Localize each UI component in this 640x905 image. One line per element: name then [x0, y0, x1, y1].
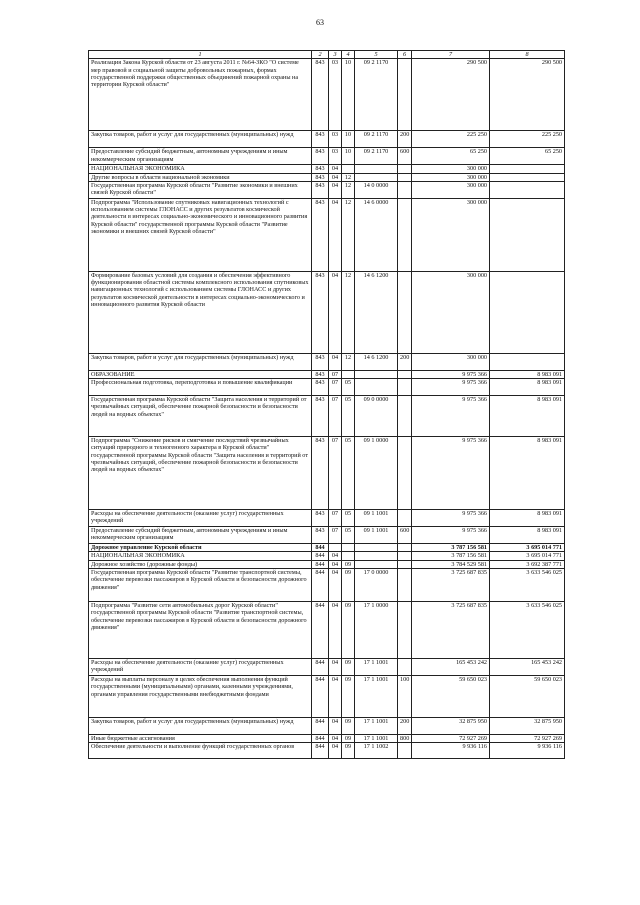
row-amount-year-1: 3 784 529 581: [412, 560, 490, 568]
row-ministry-code: 844: [312, 552, 329, 560]
row-amount-year-2: 8 983 091: [490, 527, 565, 544]
row-amount-year-1: 9 975 366: [412, 379, 490, 396]
row-amount-year-1: 9 975 366: [412, 510, 490, 527]
row-section-code: 07: [329, 437, 342, 510]
table-row: [89, 569, 565, 602]
row-section-code: 04: [329, 676, 342, 718]
table-row: [89, 602, 565, 659]
row-description: Подпрограмма "Использование спутниковых навигационных технологий с использованием системы ГЛОНАСС и других результатов космической деятельности в интересах социально-экономического и инновационного развития Курской области" государственной программы Курской области "Развитие экономики и внешних связей Курской области": [89, 198, 312, 271]
table-header-row: [89, 51, 565, 59]
row-section-code: 07: [329, 379, 342, 396]
row-ministry-code: 843: [312, 370, 329, 378]
row-amount-year-2: 3 633 546 025: [490, 602, 565, 659]
row-section-code: 04: [329, 569, 342, 602]
row-amount-year-1: 3 725 687 835: [412, 602, 490, 659]
row-expense-type: [398, 743, 412, 759]
row-expense-type: [398, 59, 412, 131]
row-ministry-code: 844: [312, 560, 329, 568]
row-expense-type: [398, 396, 412, 437]
table-row: [89, 131, 565, 148]
column-header-1: 1: [89, 51, 312, 59]
table-row: [89, 370, 565, 378]
row-amount-year-2: [490, 173, 565, 181]
row-target-article: 14 6 1200: [355, 271, 398, 353]
page-number: 63: [316, 18, 324, 27]
row-expense-type: [398, 198, 412, 271]
row-description: Государственная программа Курской области "Развитие экономики и внешних связей Курской области": [89, 181, 312, 198]
row-target-article: 09 1 0000: [355, 437, 398, 510]
row-target-article: [355, 379, 398, 396]
row-amount-year-1: 9 975 366: [412, 370, 490, 378]
row-expense-type: [398, 165, 412, 173]
row-amount-year-1: 300 000: [412, 271, 490, 353]
row-ministry-code: 843: [312, 148, 329, 165]
row-ministry-code: 843: [312, 198, 329, 271]
row-target-article: [355, 552, 398, 560]
row-description: Иные бюджетные ассигнования: [89, 735, 312, 743]
row-amount-year-2: 72 927 269: [490, 735, 565, 743]
row-description: НАЦИОНАЛЬНАЯ ЭКОНОМИКА: [89, 165, 312, 173]
row-section-code: 04: [329, 181, 342, 198]
row-amount-year-2: 3 695 014 771: [490, 552, 565, 560]
row-target-article: 17 1 1001: [355, 659, 398, 676]
row-amount-year-1: 9 975 366: [412, 527, 490, 544]
row-expense-type: [398, 569, 412, 602]
row-target-article: 09 2 1170: [355, 59, 398, 131]
row-section-code: 04: [329, 271, 342, 353]
table-row: [89, 560, 565, 568]
row-target-article: [355, 544, 398, 552]
row-subsection-code: 12: [342, 353, 355, 370]
table-body: [89, 59, 565, 759]
row-amount-year-2: 225 250: [490, 131, 565, 148]
row-ministry-code: 843: [312, 437, 329, 510]
column-header-5: 5: [355, 51, 398, 59]
row-amount-year-2: 8 983 091: [490, 510, 565, 527]
budget-table: [88, 50, 565, 759]
row-description: Предоставление субсидий бюджетным, автономным учреждениям и иным некоммерческим организациям: [89, 527, 312, 544]
row-amount-year-2: [490, 353, 565, 370]
row-description: Государственная программа Курской области "Защита населения и территорий от чрезвычайных ситуаций, обеспечение пожарной безопасности и безопасности людей на водных объектах": [89, 396, 312, 437]
row-ministry-code: 843: [312, 59, 329, 131]
row-amount-year-1: 59 650 023: [412, 676, 490, 718]
row-description: Закупка товаров, работ и услуг для государственных (муниципальных) нужд: [89, 718, 312, 735]
column-header-3: 3: [329, 51, 342, 59]
row-expense-type: 200: [398, 718, 412, 735]
row-subsection-code: 09: [342, 676, 355, 718]
row-expense-type: 800: [398, 735, 412, 743]
row-amount-year-1: 9 975 366: [412, 396, 490, 437]
row-subsection-code: 05: [342, 510, 355, 527]
row-expense-type: 100: [398, 676, 412, 718]
row-subsection-code: 10: [342, 59, 355, 131]
row-amount-year-1: 290 500: [412, 59, 490, 131]
row-target-article: 09 1 1001: [355, 527, 398, 544]
row-expense-type: [398, 437, 412, 510]
row-subsection-code: [342, 370, 355, 378]
row-subsection-code: [342, 544, 355, 552]
row-expense-type: 200: [398, 353, 412, 370]
row-subsection-code: [342, 165, 355, 173]
row-amount-year-1: 3 787 156 581: [412, 544, 490, 552]
row-expense-type: [398, 173, 412, 181]
row-amount-year-1: 3 787 156 581: [412, 552, 490, 560]
row-section-code: 04: [329, 165, 342, 173]
row-description: Профессиональная подготовка, переподготовка и повышение квалификации: [89, 379, 312, 396]
row-subsection-code: 10: [342, 148, 355, 165]
row-target-article: 09 2 1170: [355, 148, 398, 165]
row-section-code: 04: [329, 743, 342, 759]
row-amount-year-2: 3 633 546 025: [490, 569, 565, 602]
row-subsection-code: 09: [342, 743, 355, 759]
row-target-article: 14 6 0000: [355, 198, 398, 271]
row-section-code: 04: [329, 718, 342, 735]
row-section-code: 04: [329, 552, 342, 560]
row-section-code: [329, 544, 342, 552]
table-row: [89, 396, 565, 437]
row-ministry-code: 844: [312, 718, 329, 735]
table-row: [89, 148, 565, 165]
row-section-code: 07: [329, 510, 342, 527]
row-ministry-code: 843: [312, 379, 329, 396]
row-expense-type: [398, 271, 412, 353]
row-amount-year-2: [490, 181, 565, 198]
row-expense-type: [398, 181, 412, 198]
row-amount-year-2: 59 650 023: [490, 676, 565, 718]
row-ministry-code: 844: [312, 743, 329, 759]
row-target-article: 17 1 1001: [355, 676, 398, 718]
row-description: Государственная программа Курской области "Развитие транспортной системы, обеспечение перевозки пассажиров в Курской области и безопасности дорожного движения": [89, 569, 312, 602]
row-subsection-code: 12: [342, 198, 355, 271]
row-subsection-code: 05: [342, 379, 355, 396]
row-amount-year-2: [490, 271, 565, 353]
row-target-article: 17 1 1001: [355, 735, 398, 743]
row-target-article: 09 0 0000: [355, 396, 398, 437]
row-description: Расходы на обеспечение деятельности (оказание услуг) государственных учреждений: [89, 659, 312, 676]
row-ministry-code: 843: [312, 396, 329, 437]
row-description: Другие вопросы в области национальной экономики: [89, 173, 312, 181]
table-row: [89, 544, 565, 552]
row-description: Дорожное управление Курской области: [89, 544, 312, 552]
row-expense-type: [398, 560, 412, 568]
row-amount-year-2: 165 453 242: [490, 659, 565, 676]
table-row: [89, 676, 565, 718]
row-section-code: 04: [329, 602, 342, 659]
row-target-article: 09 2 1170: [355, 131, 398, 148]
row-expense-type: [398, 370, 412, 378]
column-header-2: 2: [312, 51, 329, 59]
row-expense-type: [398, 510, 412, 527]
row-section-code: 03: [329, 148, 342, 165]
row-ministry-code: 844: [312, 544, 329, 552]
row-section-code: 07: [329, 527, 342, 544]
row-amount-year-1: 9 975 366: [412, 437, 490, 510]
row-subsection-code: 12: [342, 173, 355, 181]
table-row: [89, 198, 565, 271]
row-ministry-code: 843: [312, 165, 329, 173]
row-amount-year-1: 165 453 242: [412, 659, 490, 676]
row-description: Расходы на обеспечение деятельности (оказание услуг) государственных учреждений: [89, 510, 312, 527]
table-row: [89, 181, 565, 198]
row-amount-year-2: 8 983 091: [490, 379, 565, 396]
table-row: [89, 552, 565, 560]
row-amount-year-1: 225 250: [412, 131, 490, 148]
table-row: [89, 379, 565, 396]
row-description: Закупка товаров, работ и услуг для государственных (муниципальных) нужд: [89, 131, 312, 148]
row-amount-year-1: 300 000: [412, 181, 490, 198]
row-ministry-code: 843: [312, 510, 329, 527]
row-target-article: 09 1 1001: [355, 510, 398, 527]
row-expense-type: [398, 602, 412, 659]
row-target-article: 17 1 1002: [355, 743, 398, 759]
row-subsection-code: 09: [342, 560, 355, 568]
row-amount-year-1: 72 927 269: [412, 735, 490, 743]
table-row: [89, 165, 565, 173]
row-target-article: [355, 370, 398, 378]
row-ministry-code: 843: [312, 181, 329, 198]
table-row: [89, 173, 565, 181]
row-amount-year-2: 8 983 091: [490, 370, 565, 378]
row-target-article: [355, 165, 398, 173]
row-description: Расходы на выплаты персоналу в целях обеспечения выполнения функций государственными (муниципальными) органами, казенными учреждениями, органами управления государственными внебюджетными фондами: [89, 676, 312, 718]
row-amount-year-1: 32 875 950: [412, 718, 490, 735]
table-row: [89, 527, 565, 544]
row-expense-type: 600: [398, 527, 412, 544]
row-amount-year-2: 32 875 950: [490, 718, 565, 735]
table-row: [89, 743, 565, 759]
row-description: Закупка товаров, работ и услуг для государственных (муниципальных) нужд: [89, 353, 312, 370]
row-amount-year-2: 3 695 014 771: [490, 544, 565, 552]
row-subsection-code: 09: [342, 718, 355, 735]
row-amount-year-2: [490, 165, 565, 173]
row-ministry-code: 843: [312, 131, 329, 148]
row-expense-type: 200: [398, 131, 412, 148]
row-description: Предоставление субсидий бюджетным, автономным учреждениям и иным некоммерческим организациям: [89, 148, 312, 165]
row-subsection-code: 09: [342, 569, 355, 602]
row-description: Дорожное хозяйство (дорожные фонды): [89, 560, 312, 568]
table-row: [89, 353, 565, 370]
row-target-article: 14 6 1200: [355, 353, 398, 370]
row-amount-year-2: 3 692 387 771: [490, 560, 565, 568]
row-subsection-code: 09: [342, 735, 355, 743]
row-target-article: [355, 173, 398, 181]
table-row: [89, 59, 565, 131]
row-target-article: 17 0 0000: [355, 569, 398, 602]
table-row: [89, 659, 565, 676]
row-expense-type: [398, 379, 412, 396]
row-ministry-code: 843: [312, 173, 329, 181]
row-amount-year-2: 8 983 091: [490, 437, 565, 510]
row-ministry-code: 843: [312, 527, 329, 544]
row-target-article: 14 0 0000: [355, 181, 398, 198]
row-subsection-code: 05: [342, 396, 355, 437]
row-expense-type: [398, 659, 412, 676]
table-row: [89, 510, 565, 527]
row-description: ОБРАЗОВАНИЕ: [89, 370, 312, 378]
table-row: [89, 718, 565, 735]
row-target-article: 17 1 1001: [355, 718, 398, 735]
row-amount-year-2: 290 500: [490, 59, 565, 131]
row-subsection-code: 05: [342, 527, 355, 544]
row-target-article: 17 1 0000: [355, 602, 398, 659]
row-section-code: 04: [329, 735, 342, 743]
row-description: Реализация Закона Курской области от 23 августа 2011 г. №64-ЗКО "О системе мер правовой и социальной защиты добровольных пожарных, формах государственной поддержки общественных объединений пожарной охраны на территории Курской области": [89, 59, 312, 131]
row-amount-year-1: 300 000: [412, 165, 490, 173]
row-section-code: 07: [329, 396, 342, 437]
row-target-article: [355, 560, 398, 568]
row-expense-type: [398, 544, 412, 552]
row-description: Обеспечение деятельности и выполнение функций государственных органов: [89, 743, 312, 759]
row-section-code: 07: [329, 370, 342, 378]
table-row: [89, 735, 565, 743]
row-ministry-code: 843: [312, 271, 329, 353]
row-subsection-code: 09: [342, 602, 355, 659]
row-amount-year-1: 300 000: [412, 353, 490, 370]
row-amount-year-2: 9 936 116: [490, 743, 565, 759]
row-section-code: 04: [329, 659, 342, 676]
row-subsection-code: 10: [342, 131, 355, 148]
row-amount-year-1: 300 000: [412, 173, 490, 181]
row-section-code: 04: [329, 173, 342, 181]
row-section-code: 04: [329, 198, 342, 271]
column-header-4: 4: [342, 51, 355, 59]
column-header-7: 7: [412, 51, 490, 59]
row-ministry-code: 844: [312, 735, 329, 743]
row-amount-year-1: 9 936 116: [412, 743, 490, 759]
row-section-code: 03: [329, 59, 342, 131]
row-description: НАЦИОНАЛЬНАЯ ЭКОНОМИКА: [89, 552, 312, 560]
row-subsection-code: 05: [342, 437, 355, 510]
row-ministry-code: 844: [312, 602, 329, 659]
row-expense-type: [398, 552, 412, 560]
row-ministry-code: 844: [312, 569, 329, 602]
row-subsection-code: 12: [342, 271, 355, 353]
table-row: [89, 271, 565, 353]
row-subsection-code: [342, 552, 355, 560]
row-subsection-code: 12: [342, 181, 355, 198]
row-section-code: 04: [329, 560, 342, 568]
row-section-code: 04: [329, 353, 342, 370]
column-header-6: 6: [398, 51, 412, 59]
column-header-8: 8: [490, 51, 565, 59]
row-amount-year-2: [490, 198, 565, 271]
row-amount-year-2: 65 250: [490, 148, 565, 165]
row-amount-year-1: 3 725 687 835: [412, 569, 490, 602]
row-ministry-code: 844: [312, 676, 329, 718]
row-amount-year-1: 300 000: [412, 198, 490, 271]
row-subsection-code: 09: [342, 659, 355, 676]
row-description: Подпрограмма "Развитие сети автомобильных дорог Курской области" государственной программы Курской области "Развитие транспортной системы, обеспечение перевозки пассажиров в Курской области и безопасности дорожного движения": [89, 602, 312, 659]
row-description: Подпрограмма "Снижение рисков и смягчение последствий чрезвычайных ситуаций природного и техногенного характера в Курской области" государственной программы Курской области "Защита населения и территорий от чрезвычайных ситуаций, обеспечение пожарной безопасности и безопасности людей на водных объектах": [89, 437, 312, 510]
row-description: Формирование базовых условий для создания и обеспечения эффективного функционирования областной системы комплексного использования спутниковых навигационных технологий с использованием системы ГЛОНАСС и других результатов космической деятельности в интересах социально-экономического и инновационного развития Курской области: [89, 271, 312, 353]
row-ministry-code: 843: [312, 353, 329, 370]
row-section-code: 03: [329, 131, 342, 148]
row-ministry-code: 844: [312, 659, 329, 676]
table-row: [89, 437, 565, 510]
row-amount-year-1: 65 250: [412, 148, 490, 165]
row-expense-type: 600: [398, 148, 412, 165]
row-amount-year-2: 8 983 091: [490, 396, 565, 437]
